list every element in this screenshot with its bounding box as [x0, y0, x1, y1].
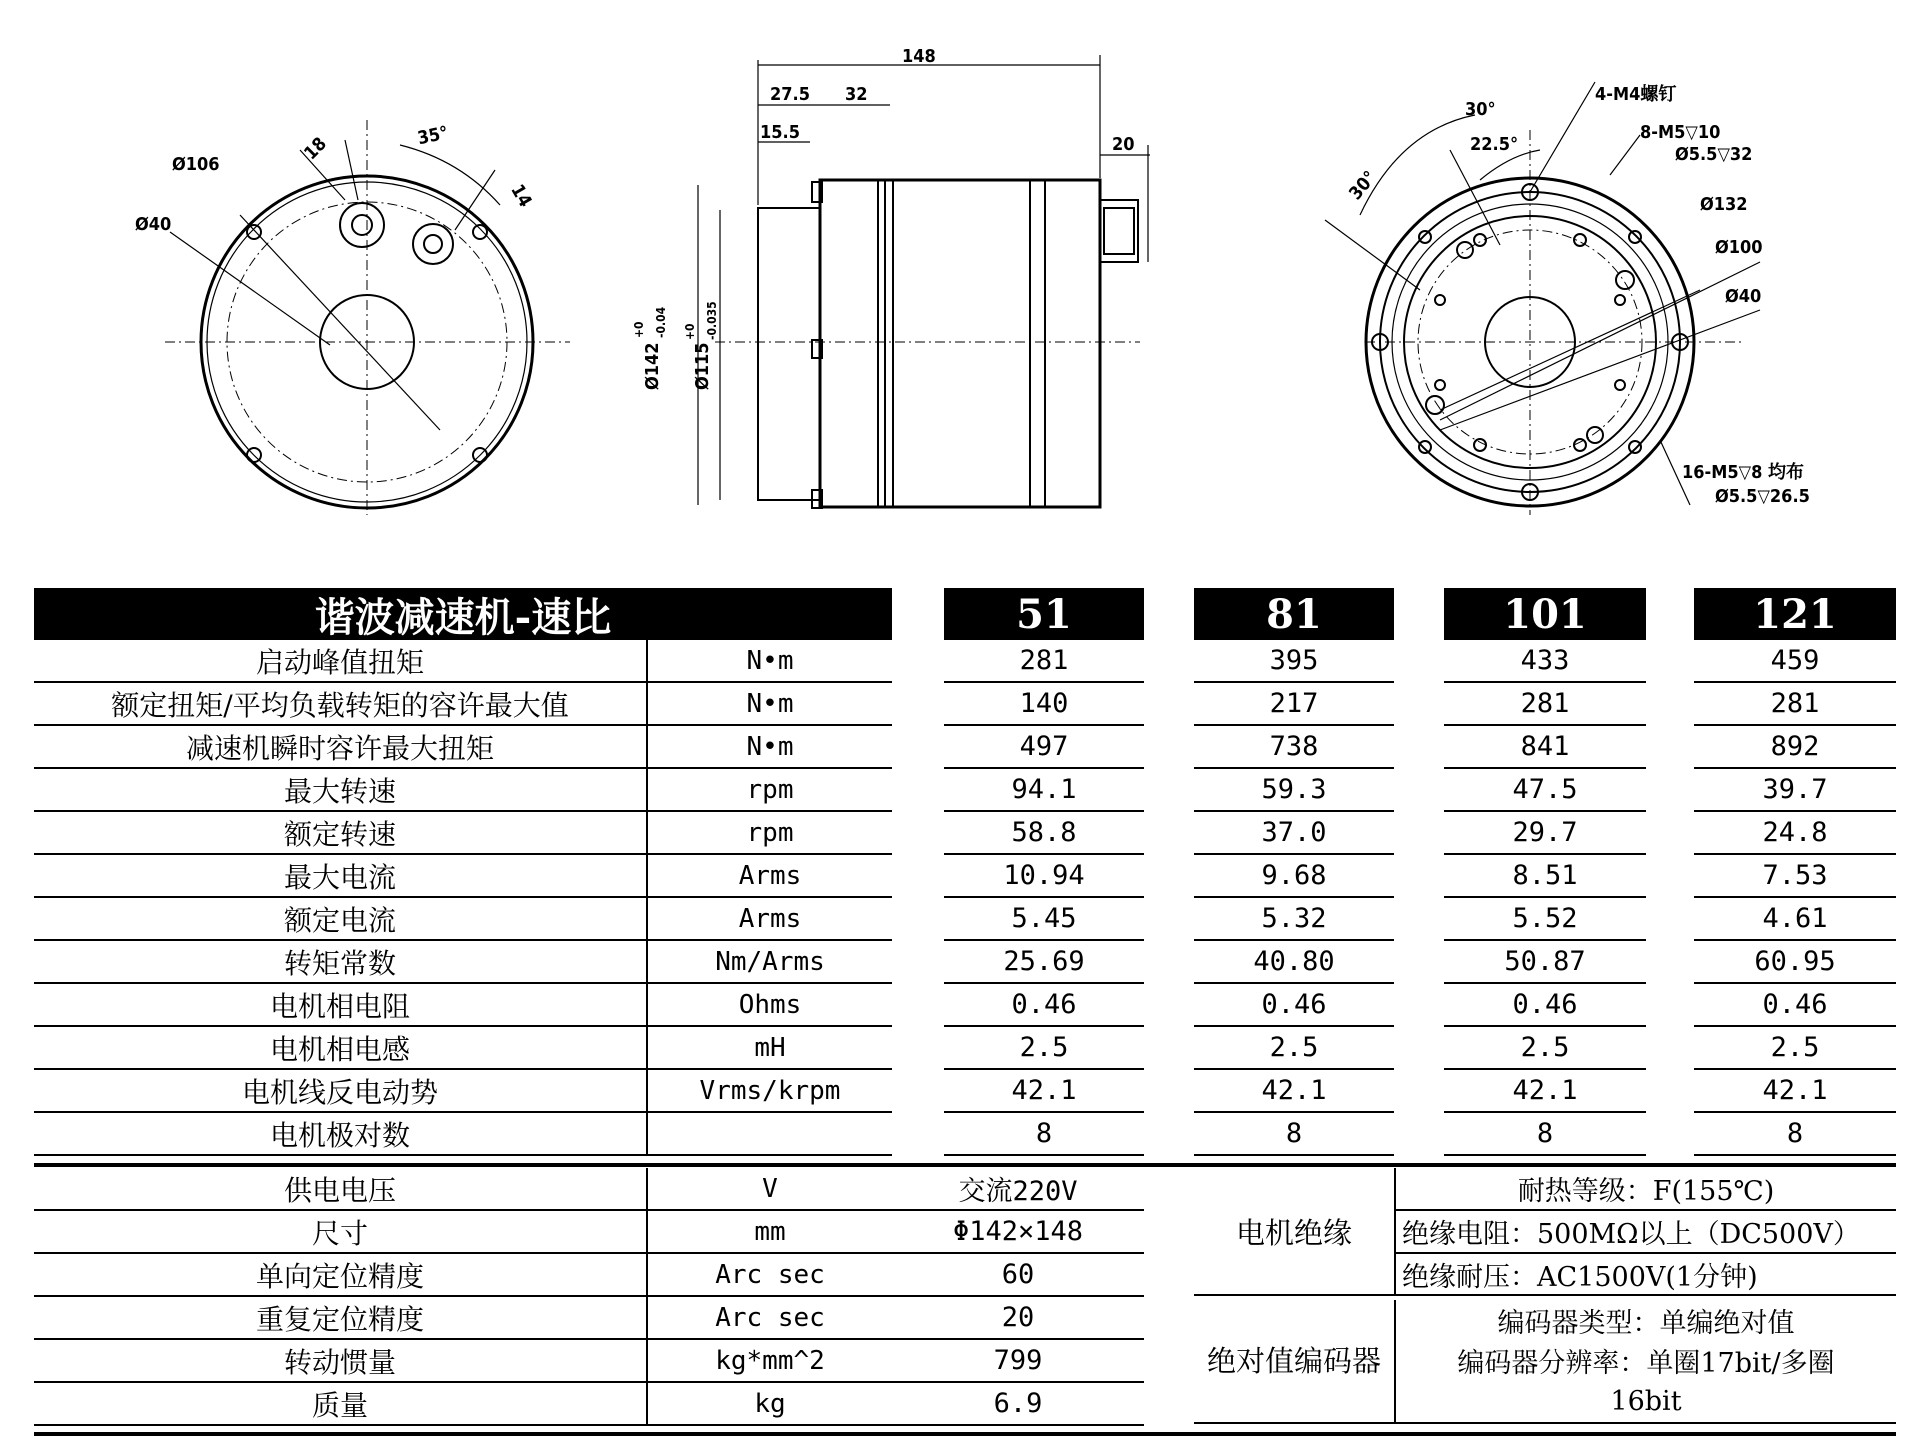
dim-30deg-top: 30° [1465, 99, 1496, 120]
spec-row-value: 0.46 [1694, 984, 1896, 1027]
spec-row-value: 42.1 [1194, 1070, 1394, 1113]
spec-row-value: 60.95 [1694, 941, 1896, 984]
dim-phi132: Ø132 [1700, 194, 1748, 215]
spec-row-value: 2.5 [1694, 1027, 1896, 1070]
spec-row-value: 8 [944, 1113, 1144, 1156]
encoder-item-resolution-cont: 16bit [1394, 1380, 1896, 1424]
spec-row-value: 8 [1444, 1113, 1646, 1156]
spec-row-value: 2.5 [944, 1027, 1144, 1070]
spec-row-unit: mH [646, 1027, 892, 1070]
spec-row-unit: Vrms/krpm [646, 1070, 892, 1113]
spec-row-value: 281 [1694, 683, 1896, 726]
spec-row-value: 8 [1194, 1113, 1394, 1156]
ratio-header-101: 101 [1444, 588, 1646, 640]
spec-row-value: 0.46 [1194, 984, 1394, 1027]
spec-row-value: 9.68 [1194, 855, 1394, 898]
spec-row-value: 497 [944, 726, 1144, 769]
dim-phi115-tol-lower: -0.035 [705, 301, 719, 340]
spec-row-value: 2.5 [1194, 1027, 1394, 1070]
section-divider [34, 1163, 1896, 1167]
spec-row-value: 42.1 [1444, 1070, 1646, 1113]
spec-row-value: 58.8 [944, 812, 1144, 855]
general-row-value: 799 [892, 1340, 1144, 1383]
spec-row-value: 841 [1444, 726, 1646, 769]
spec-row-unit: Arms [646, 855, 892, 898]
insulation-item-withstand: 绝缘耐压：AC1500V(1分钟) [1394, 1254, 1896, 1296]
spec-row-value: 94.1 [944, 769, 1144, 812]
spec-row-value: 50.87 [1444, 941, 1646, 984]
spec-row-value: 29.7 [1444, 812, 1646, 855]
spec-row-value: 217 [1194, 683, 1394, 726]
spec-row-unit: Nm/Arms [646, 941, 892, 984]
general-row-label: 单向定位精度 [34, 1254, 646, 1297]
spec-row-label: 额定扭矩/平均负载转矩的容许最大值 [34, 683, 646, 726]
ratio-header-81: 81 [1194, 588, 1394, 640]
encoder-title: 绝对值编码器 [1194, 1296, 1394, 1424]
general-row-label: 尺寸 [34, 1211, 646, 1254]
insulation-title: 电机绝缘 [1194, 1168, 1394, 1296]
ratio-header-title: 谐波减速机-速比 [34, 588, 892, 640]
spec-row-value: 42.1 [1694, 1070, 1896, 1113]
front-view [135, 120, 570, 515]
dim-14: 14 [506, 180, 536, 211]
dim-phi5-5-26-5: Ø5.5▽26.5 [1715, 486, 1810, 507]
spec-row-value: 8 [1694, 1113, 1896, 1156]
dim-phi142-tol-upper: +0 [632, 321, 646, 338]
spec-row-label: 电机相电感 [34, 1027, 646, 1070]
spec-row-label: 最大电流 [34, 855, 646, 898]
spec-row-value: 40.80 [1194, 941, 1394, 984]
spec-row-unit: Ohms [646, 984, 892, 1027]
technical-drawings [0, 0, 1920, 560]
spec-row-value: 0.46 [944, 984, 1144, 1027]
general-row-unit: kg [646, 1383, 892, 1426]
dim-20: 20 [1112, 134, 1135, 155]
spec-row-value: 738 [1194, 726, 1394, 769]
general-row-label: 供电电压 [34, 1168, 646, 1211]
table-bottom-rule [34, 1432, 1896, 1436]
spec-row-value: 281 [1444, 683, 1646, 726]
general-row-label: 转动惯量 [34, 1340, 646, 1383]
dim-8-m5: 8-M5▽10 [1640, 122, 1721, 143]
ratio-header-51: 51 [944, 588, 1144, 640]
spec-row-value: 4.61 [1694, 898, 1896, 941]
dim-15-5: 15.5 [760, 122, 800, 143]
dim-18: 18 [300, 133, 331, 165]
spec-row-unit: rpm [646, 769, 892, 812]
spec-row-value: 7.53 [1694, 855, 1896, 898]
dim-phi5-5-32: Ø5.5▽32 [1675, 144, 1753, 165]
general-row-value: 60 [892, 1254, 1144, 1297]
dim-phi100: Ø100 [1715, 237, 1763, 258]
spec-row-label: 电机相电阻 [34, 984, 646, 1027]
general-row-unit: mm [646, 1211, 892, 1254]
spec-row-value: 281 [944, 640, 1144, 683]
spec-row-unit: N•m [646, 683, 892, 726]
spec-row-value: 0.46 [1444, 984, 1646, 1027]
spec-row-value: 433 [1444, 640, 1646, 683]
general-row-value: 6.9 [892, 1383, 1144, 1426]
general-row-unit: Arc sec [646, 1297, 892, 1340]
spec-row-value: 459 [1694, 640, 1896, 683]
spec-row-value: 39.7 [1694, 769, 1896, 812]
spec-row-unit: N•m [646, 726, 892, 769]
dim-phi115: Ø115 [692, 342, 713, 390]
spec-row-value: 47.5 [1444, 769, 1646, 812]
spec-row-label: 减速机瞬时容许最大扭矩 [34, 726, 646, 769]
insulation-item-heat-class: 耐热等级：F(155℃) [1394, 1168, 1896, 1211]
general-row-unit: kg*mm^2 [646, 1340, 892, 1383]
encoder-item-resolution: 编码器分辨率：单圈17bit/多圈 [1394, 1340, 1896, 1380]
spec-row-value: 8.51 [1444, 855, 1646, 898]
spec-row-label: 额定转速 [34, 812, 646, 855]
spec-row-value: 5.52 [1444, 898, 1646, 941]
spec-row-value: 892 [1694, 726, 1896, 769]
spec-row-value: 10.94 [944, 855, 1144, 898]
spec-row-label: 额定电流 [34, 898, 646, 941]
encoder-item-type: 编码器类型：单编绝对值 [1394, 1300, 1896, 1340]
spec-row-value: 42.1 [944, 1070, 1144, 1113]
spec-row-label: 电机线反电动势 [34, 1070, 646, 1113]
side-view [632, 46, 1150, 508]
dim-30deg-left: 30° [1345, 167, 1381, 205]
dim-phi40: Ø40 [135, 214, 172, 235]
dim-22-5deg: 22.5° [1470, 134, 1519, 155]
spec-row-label: 转矩常数 [34, 941, 646, 984]
general-row-label: 质量 [34, 1383, 646, 1426]
spec-row-value: 140 [944, 683, 1144, 726]
dim-phi40: Ø40 [1725, 286, 1762, 307]
spec-row-value: 2.5 [1444, 1027, 1646, 1070]
spec-row-unit: rpm [646, 812, 892, 855]
general-row-label: 重复定位精度 [34, 1297, 646, 1340]
spec-row-value: 5.32 [1194, 898, 1394, 941]
rear-view [1325, 82, 1810, 515]
spec-row-label: 最大转速 [34, 769, 646, 812]
spec-row-value: 395 [1194, 640, 1394, 683]
dim-148: 148 [902, 46, 936, 67]
spec-row-value: 37.0 [1194, 812, 1394, 855]
dim-27-5: 27.5 [770, 84, 810, 105]
dim-phi142: Ø142 [642, 342, 663, 390]
dim-32: 32 [845, 84, 868, 105]
spec-row-unit [646, 1113, 892, 1156]
general-row-value: Φ142×148 [892, 1211, 1144, 1254]
general-row-value: 交流220V [892, 1168, 1144, 1211]
insulation-item-resistance: 绝缘电阻：500MΩ以上（DC500V） [1394, 1211, 1896, 1254]
spec-row-unit: Arms [646, 898, 892, 941]
spec-row-label: 启动峰值扭矩 [34, 640, 646, 683]
dim-phi106: Ø106 [172, 154, 220, 175]
dim-35deg: 35° [415, 122, 451, 150]
general-row-value: 20 [892, 1297, 1144, 1340]
spec-row-label: 电机极对数 [34, 1113, 646, 1156]
dim-phi115-tol-upper: +0 [683, 323, 697, 340]
dim-4-m4: 4-M4螺钉 [1595, 84, 1677, 105]
general-row-unit: V [646, 1168, 892, 1211]
dim-16-m5: 16-M5▽8 均布 [1682, 462, 1805, 483]
spec-row-value: 24.8 [1694, 812, 1896, 855]
spec-row-unit: N•m [646, 640, 892, 683]
general-row-unit: Arc sec [646, 1254, 892, 1297]
dim-phi142-tol-lower: -0.04 [654, 306, 668, 338]
spec-row-value: 25.69 [944, 941, 1144, 984]
spec-row-value: 5.45 [944, 898, 1144, 941]
ratio-header-121: 121 [1694, 588, 1896, 640]
spec-row-value: 59.3 [1194, 769, 1394, 812]
